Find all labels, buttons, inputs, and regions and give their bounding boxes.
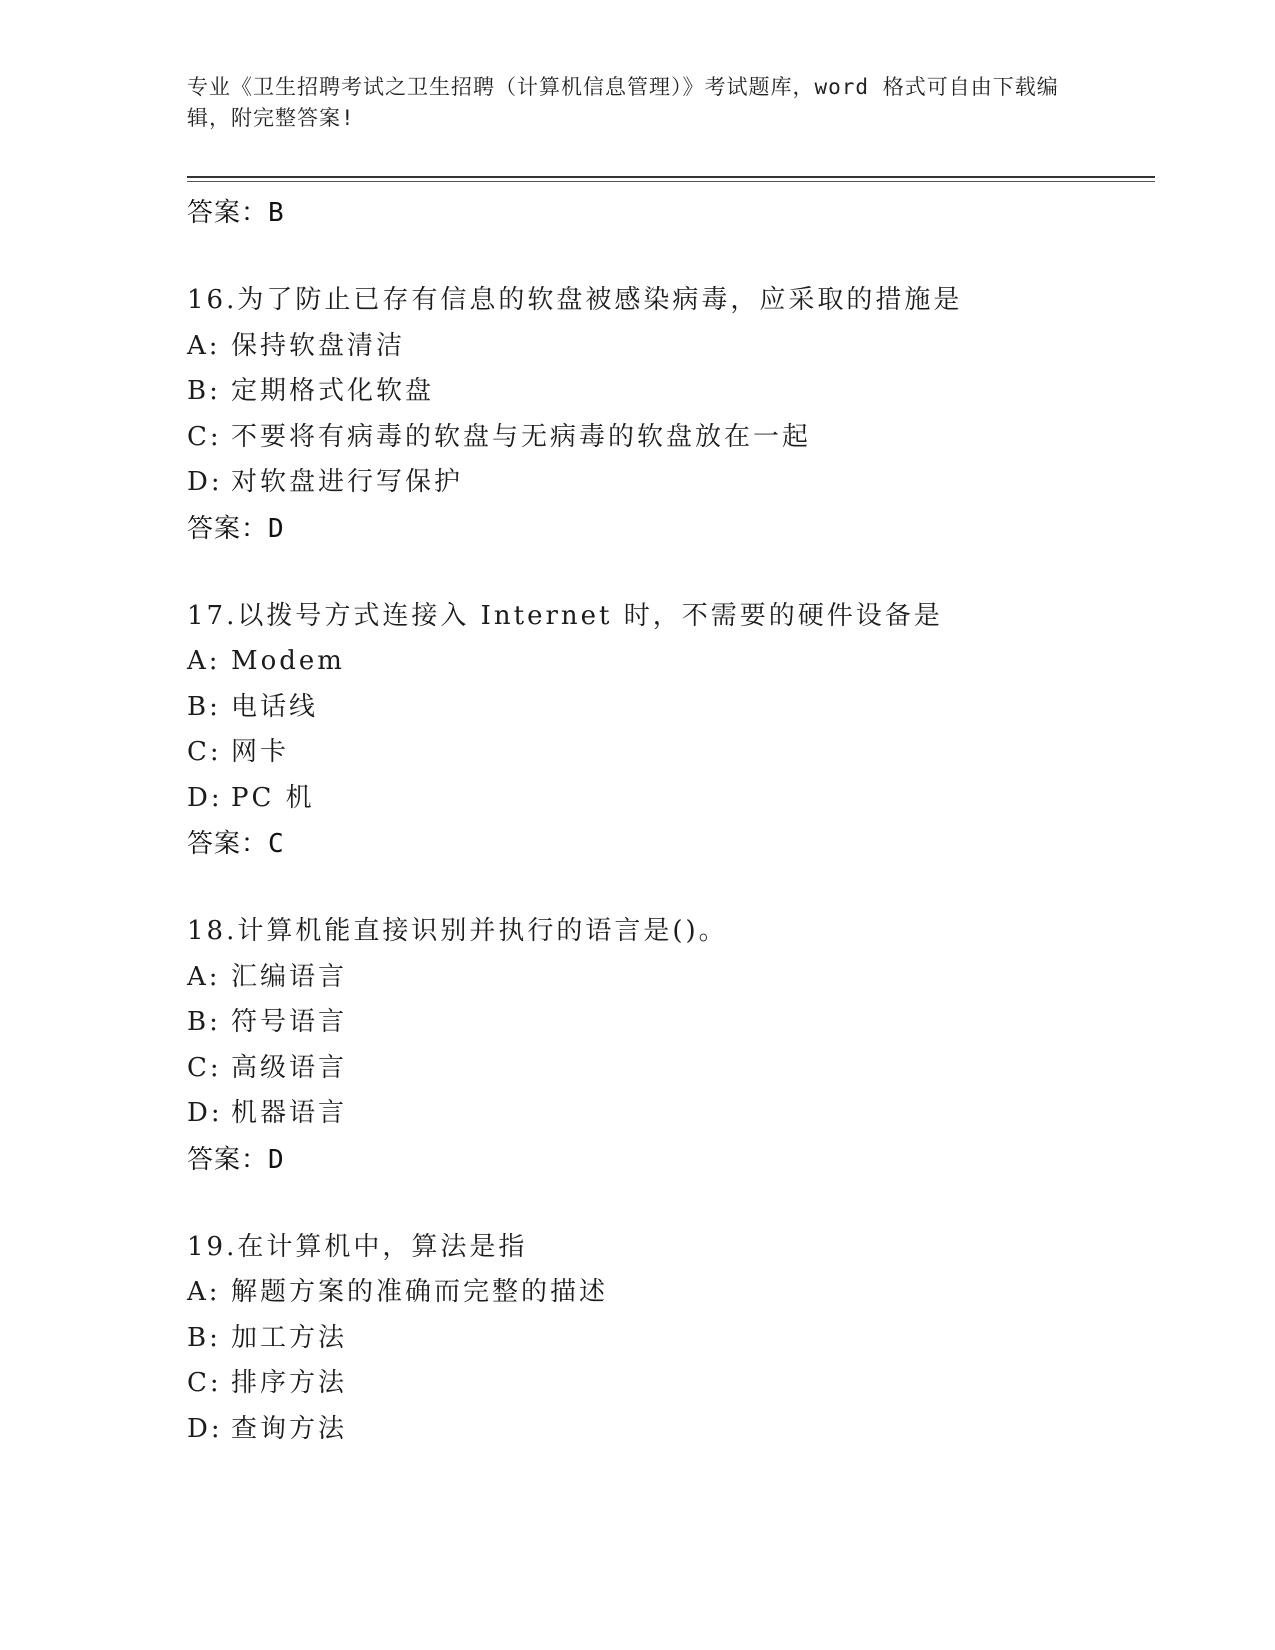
question-text	[187, 594, 1155, 640]
option-row	[187, 1000, 1155, 1046]
option-key: B:	[187, 1007, 221, 1037]
question-text	[187, 1225, 1155, 1271]
option-key: C:	[187, 1052, 222, 1083]
option-key: C:	[187, 421, 222, 452]
option-row	[187, 1091, 1155, 1137]
option-row	[187, 955, 1155, 1001]
option-row	[187, 730, 1155, 776]
question-list	[187, 190, 1155, 1452]
answer-value: C	[268, 829, 285, 859]
option-text: 机器语言	[231, 1098, 348, 1128]
option-text: Modem	[231, 646, 345, 676]
question-stem: 为了防止已存有信息的软盘被感染病毒，应采取的措施是	[237, 285, 963, 315]
answer-line	[187, 821, 1155, 867]
option-key: A:	[187, 1277, 221, 1307]
option-row	[187, 1270, 1155, 1316]
answer-line	[187, 506, 1155, 552]
question-stem: 以拨号方式连接入 Internet 时，不需要的硬件设备是	[237, 600, 943, 631]
question-block	[187, 909, 1155, 1183]
question-block	[187, 278, 1155, 552]
option-row	[187, 685, 1155, 731]
question-spacer	[187, 867, 1155, 909]
option-text: 查询方法	[231, 1413, 348, 1444]
option-key: D:	[187, 467, 223, 497]
answer-line	[187, 190, 1155, 236]
option-text: 不要将有病毒的软盘与无病毒的软盘放在一起	[231, 421, 812, 452]
header-divider	[187, 176, 1155, 178]
option-row	[187, 1407, 1155, 1453]
option-key: B:	[187, 691, 221, 722]
option-key: A:	[187, 961, 221, 992]
option-row	[187, 1046, 1155, 1092]
question-spacer	[187, 552, 1155, 594]
option-text: 加工方法	[231, 1322, 348, 1353]
option-key: D:	[187, 1413, 223, 1444]
answer-label: 答案：	[187, 513, 269, 544]
question-block	[187, 594, 1155, 868]
option-key: C:	[187, 1368, 222, 1398]
question-number: 16.	[187, 285, 238, 315]
option-text: 高级语言	[231, 1052, 348, 1083]
option-row	[187, 776, 1155, 822]
answer-value: B	[268, 198, 285, 228]
option-text: 电话线	[231, 691, 319, 722]
option-text: 网卡	[231, 737, 290, 767]
answer-value: D	[268, 1144, 285, 1175]
question-stem: 在计算机中，算法是指	[237, 1231, 528, 1262]
question-number: 18.	[187, 916, 238, 946]
document-header: 专业《卫生招聘考试之卫生招聘（计算机信息管理）》考试题库，word 格式可自由下载编辑，附完整答案!	[187, 75, 1059, 130]
option-row	[187, 1361, 1155, 1407]
option-row	[187, 369, 1155, 415]
option-row	[187, 460, 1155, 506]
answer-line	[187, 1137, 1155, 1183]
option-key: B:	[187, 376, 221, 406]
question-spacer	[187, 1183, 1155, 1225]
option-key: A:	[187, 646, 221, 676]
option-text: 解题方案的准确而完整的描述	[231, 1277, 609, 1307]
option-key: B:	[187, 1322, 221, 1353]
option-key: A:	[187, 330, 221, 361]
answer-label: 答案：	[187, 829, 269, 859]
option-text: 定期格式化软盘	[231, 376, 435, 406]
option-text: 保持软盘清洁	[231, 330, 406, 361]
question-spacer	[187, 236, 1155, 278]
option-text: 排序方法	[231, 1368, 348, 1398]
question-text	[187, 278, 1155, 324]
question-stem: 计算机能直接识别并执行的语言是()。	[237, 916, 728, 946]
option-text: PC 机	[231, 782, 315, 813]
answer-label: 答案：	[187, 1144, 269, 1175]
option-key: D:	[187, 1098, 223, 1128]
option-text: 汇编语言	[231, 961, 348, 992]
option-text: 对软盘进行写保护	[231, 467, 464, 497]
header-divider-thin	[187, 181, 1155, 182]
option-key: D:	[187, 782, 223, 813]
option-row	[187, 1316, 1155, 1362]
question-number: 19.	[187, 1231, 238, 1262]
answer-value: D	[268, 513, 285, 544]
option-text: 符号语言	[231, 1007, 348, 1037]
option-row	[187, 415, 1155, 461]
option-row	[187, 639, 1155, 685]
question-text	[187, 909, 1155, 955]
answer-label: 答案：	[187, 198, 269, 228]
option-key: C:	[187, 737, 222, 767]
option-row	[187, 324, 1155, 370]
question-block	[187, 1225, 1155, 1453]
question-number: 17.	[187, 600, 238, 631]
